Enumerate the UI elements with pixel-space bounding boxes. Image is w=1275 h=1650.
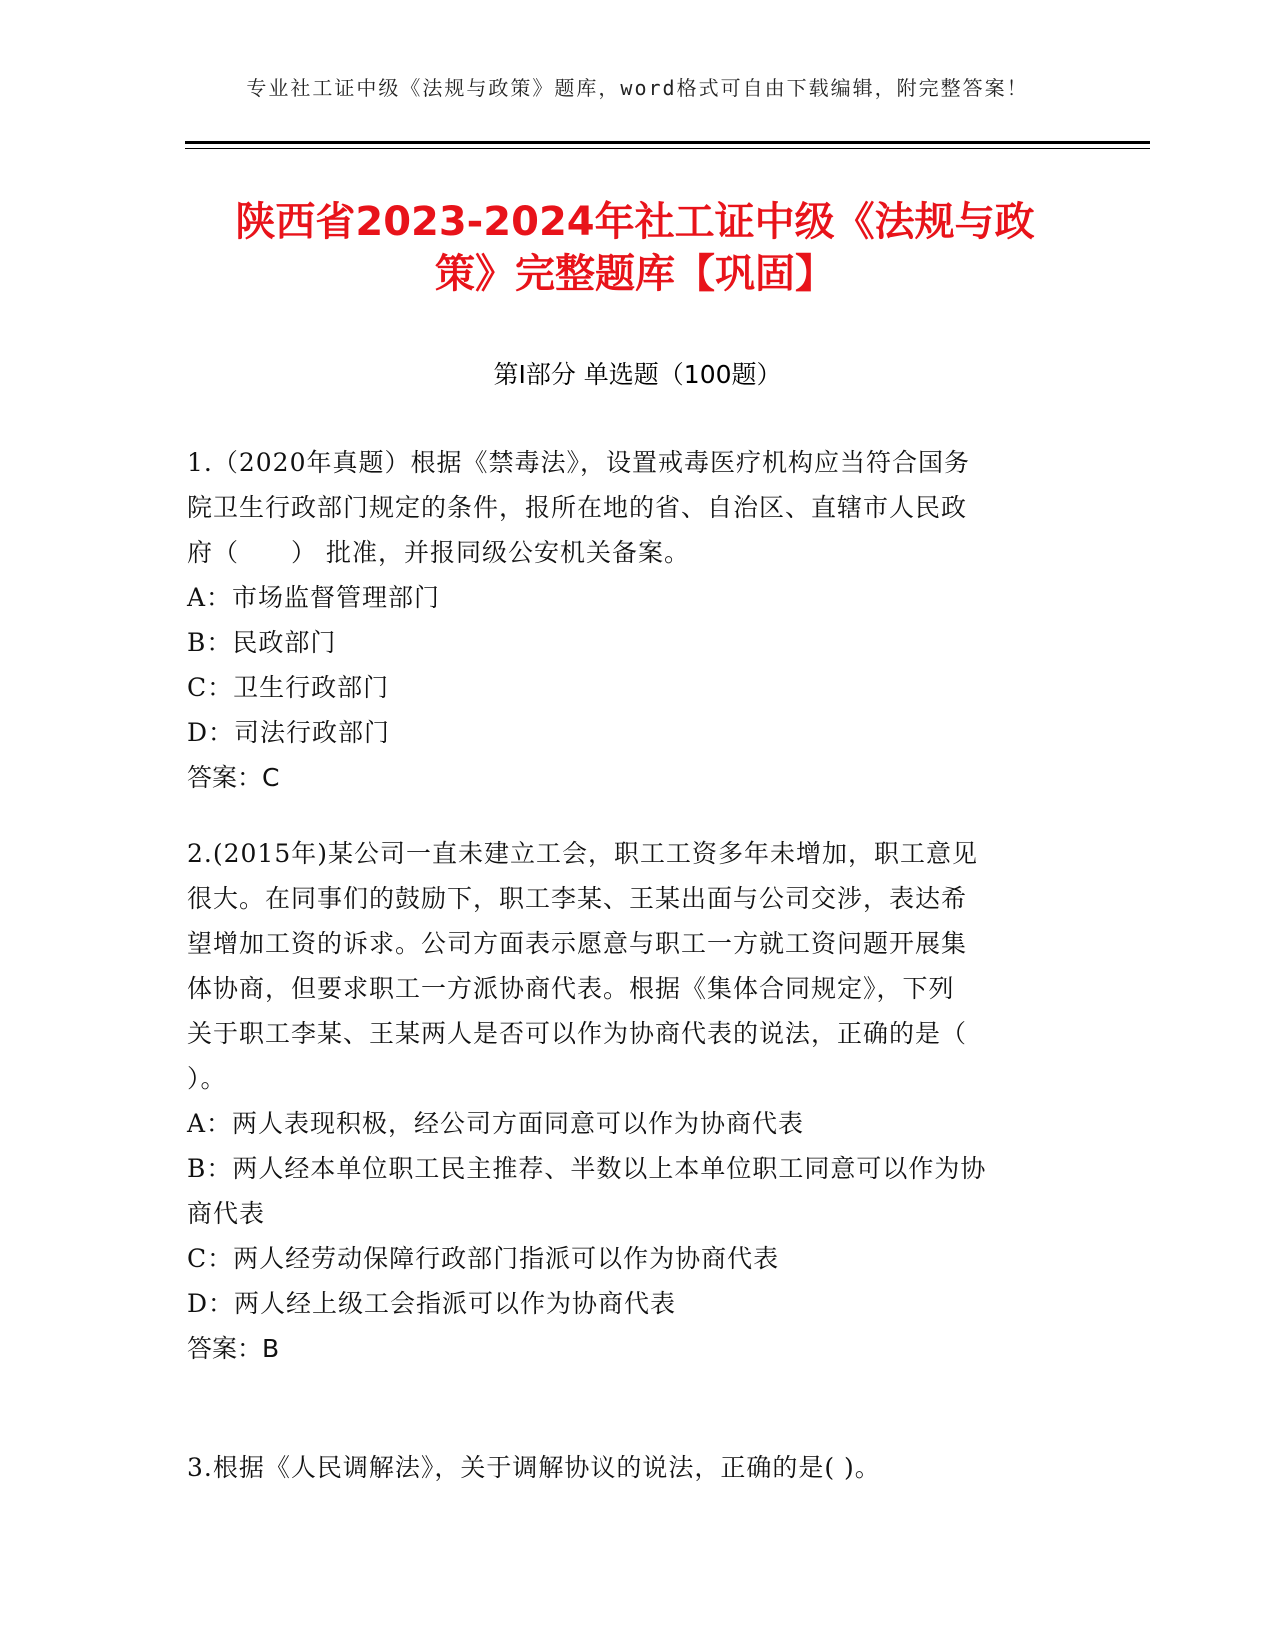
answer: 答案：B [187, 1334, 280, 1363]
question-stem-line: 院卫生行政部门规定的条件，报所在地的省、自治区、直辖市人民政 [187, 493, 968, 522]
title-line-2: 策》完整题库【巩固】 [435, 251, 835, 297]
document-title [185, 196, 1085, 300]
option-b-continued: 商代表 [187, 1199, 266, 1228]
option-b: B：两人经本单位职工民主推荐、半数以上本单位职工同意可以作为协 [187, 1154, 987, 1183]
question-stem-line: ）。 [187, 1064, 227, 1093]
question-stem-line: 望增加工资的诉求。公司方面表示愿意与职工一方就工资问题开展集 [187, 929, 968, 958]
option-c: C：两人经劳动保障行政部门指派可以作为协商代表 [187, 1244, 780, 1273]
question-stem-line: 2.(2015年)某公司一直未建立工会，职工工资多年未增加，职工意见 [187, 839, 978, 868]
section-title: 第I部分 单选题（100题） [493, 360, 782, 389]
question-1 [187, 440, 1067, 800]
option-a: A：市场监督管理部门 [187, 583, 441, 612]
option-b: B：民政部门 [187, 628, 337, 657]
question-stem-line: 1.（2020年真题）根据《禁毒法》，设置戒毒医疗机构应当符合国务 [187, 448, 970, 477]
question-stem-line: 关于职工李某、王某两人是否可以作为协商代表的说法，正确的是（ [187, 1019, 968, 1048]
question-stem-line: 3.根据《人民调解法》，关于调解协议的说法，正确的是( )。 [187, 1453, 881, 1482]
question-3 [187, 1445, 1067, 1490]
header-rule-thick [185, 141, 1150, 144]
question-2 [187, 831, 1067, 1371]
option-c: C：卫生行政部门 [187, 673, 390, 702]
header-note: 专业社工证中级《法规与政策》题库，word格式可自由下载编辑，附完整答案！ [246, 76, 1029, 100]
title-line-1: 陕西省2023-2024年社工证中级《法规与政 [235, 199, 1035, 245]
answer: 答案：C [187, 763, 280, 792]
option-a: A：两人表现积极，经公司方面同意可以作为协商代表 [187, 1109, 805, 1138]
option-d: D：两人经上级工会指派可以作为协商代表 [187, 1289, 677, 1318]
question-stem-line: 府（ ） 批准，并报同级公安机关备案。 [187, 538, 690, 567]
option-d: D：司法行政部门 [187, 718, 391, 747]
question-stem-line: 很大。在同事们的鼓励下，职工李某、王某出面与公司交涉，表达希 [187, 884, 968, 913]
question-stem-line: 体协商，但要求职工一方派协商代表。根据《集体合同规定》，下列 [187, 974, 955, 1003]
header-rule-thin [185, 148, 1150, 149]
